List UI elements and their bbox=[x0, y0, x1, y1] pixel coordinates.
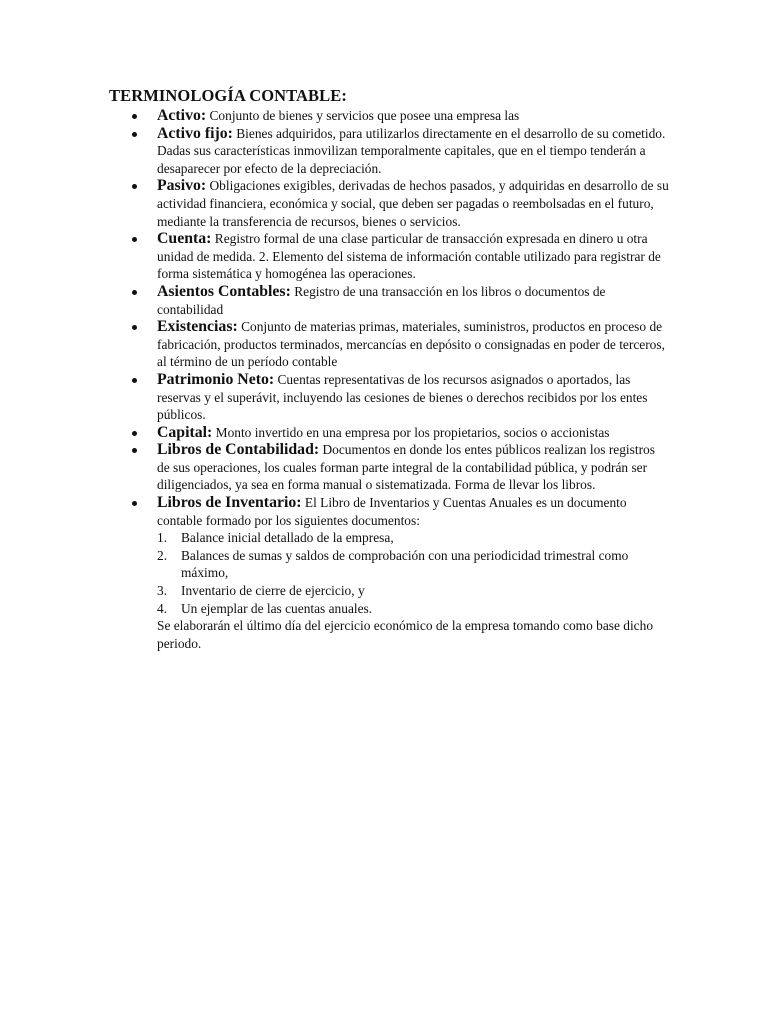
term-name: Existencias: bbox=[157, 318, 238, 336]
term-item bbox=[109, 125, 669, 178]
term-definition: Obligaciones exigibles, derivadas de hechos pasados, y adquiridas en desarrollo de su actividad financiera, económica y social, que deben ser pagadas o reembolsadas en el futuro, mediante la transferencia de recursos, bienes o servicios. bbox=[157, 178, 669, 229]
bullet-icon bbox=[132, 448, 137, 453]
term-name: Asientos Contables: bbox=[157, 282, 291, 300]
term-item bbox=[109, 177, 669, 230]
term-item bbox=[109, 441, 669, 494]
term-name: Activo fijo: bbox=[157, 124, 233, 142]
list-item bbox=[157, 582, 669, 600]
bullet-icon bbox=[132, 431, 137, 436]
document-body bbox=[109, 86, 669, 652]
term-name: Activo: bbox=[157, 107, 207, 124]
bullet-icon bbox=[132, 132, 137, 137]
term-name: Libros de Contabilidad: bbox=[157, 441, 320, 459]
list-number: 1. bbox=[157, 530, 168, 546]
bullet-icon bbox=[132, 237, 137, 242]
bullet-icon bbox=[132, 184, 137, 189]
term-name: Capital: bbox=[157, 423, 213, 441]
term-list bbox=[109, 107, 669, 652]
list-number: 4. bbox=[157, 600, 168, 616]
term-definition: El Libro de Inventarios y Cuentas Anuales es un documento contable formado por los siguientes documentos: bbox=[157, 495, 627, 528]
term-item bbox=[109, 318, 669, 371]
term-item bbox=[109, 424, 669, 442]
term-definition: Monto invertido en una empresa por los propietarios, socios o accionistas bbox=[215, 424, 610, 440]
bullet-icon bbox=[132, 114, 137, 119]
list-item-text: Balance inicial detallado de la empresa, bbox=[181, 530, 394, 546]
list-number: 3. bbox=[157, 583, 168, 599]
document-title: TERMINOLOGÍA CONTABLE: bbox=[109, 86, 347, 105]
term-definition: Registro de una transacción en los libros o documentos de contabilidad bbox=[157, 283, 606, 317]
inventory-document-list bbox=[157, 529, 669, 617]
term-item bbox=[109, 494, 669, 652]
list-number: 2. bbox=[157, 547, 168, 563]
term-name: Libros de Inventario: bbox=[157, 494, 302, 512]
term-definition: Documentos en donde los entes públicos realizan los registros de sus operaciones, los cuales forman parte integral de la contabilidad pública, y podrán ser diligenciados, ya sea en forma manual o sistematizada. Forma de llevar los libros. bbox=[157, 442, 655, 493]
list-item-text: Balances de sumas y saldos de comprobación con una periodicidad trimestral como máximo, bbox=[181, 547, 629, 581]
term-definition: Cuentas representativas de los recursos asignados o aportados, las reservas y el superávit, incluyendo las cesiones de bienes o derechos recibidos por los entes públicos. bbox=[157, 371, 648, 423]
list-item-text: Inventario de cierre de ejercicio, y bbox=[181, 583, 365, 599]
term-name: Cuenta: bbox=[157, 230, 212, 248]
bullet-icon bbox=[132, 378, 137, 383]
list-item bbox=[157, 547, 669, 582]
term-definition: Bienes adquiridos, para utilizarlos directamente en el desarrollo de su cometido. Dadas sus características inmovilizan temporalmente capitales, que en el tiempo tenderán a desaparecer por efecto de la depreciación. bbox=[157, 125, 666, 176]
term-definition: Conjunto de materias primas, materiales, suministros, productos en proceso de fabricación, productos terminados, mercancías en depósito o consignadas en poder de terceros, al término de un período contable bbox=[157, 319, 665, 370]
bullet-icon bbox=[132, 501, 137, 506]
list-item bbox=[157, 529, 669, 547]
term-item bbox=[109, 371, 669, 424]
closing-paragraph: Se elaborarán el último día del ejercicio económico de la empresa tomando como base dicho periodo. bbox=[157, 618, 654, 651]
term-item bbox=[109, 283, 669, 318]
term-item bbox=[109, 230, 669, 283]
term-item bbox=[109, 107, 669, 125]
term-name: Pasivo: bbox=[157, 177, 207, 195]
term-definition: Registro formal de una clase particular de transacción expresada en dinero u otra unidad de medida. 2. Elemento del sistema de información contable utilizado para registrar de forma sistemática y homogénea las operaciones. bbox=[157, 231, 661, 282]
list-item-text: Un ejemplar de las cuentas anuales. bbox=[181, 600, 373, 616]
term-definition: Conjunto de bienes y servicios que posee una empresa las bbox=[209, 108, 520, 123]
term-name: Patrimonio Neto: bbox=[157, 370, 275, 388]
bullet-icon bbox=[132, 325, 137, 330]
bullet-icon bbox=[132, 290, 137, 295]
list-item bbox=[157, 600, 669, 618]
